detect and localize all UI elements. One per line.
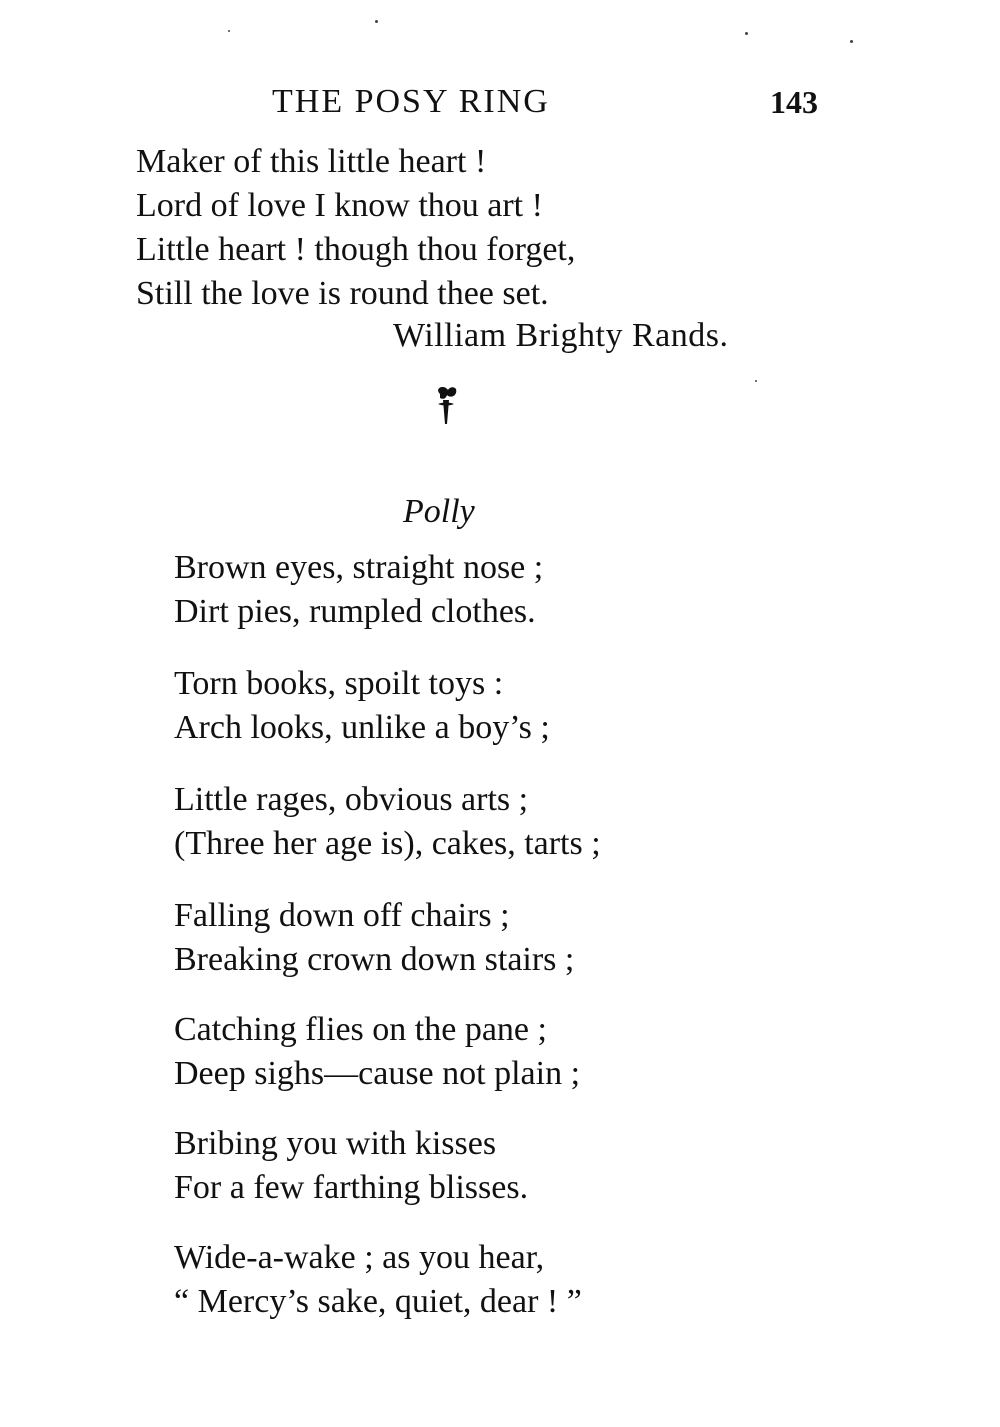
poem-line: Torn books, spoilt toys : xyxy=(174,665,504,702)
poem-line: “ Mercy’s sake, quiet, dear ! ” xyxy=(174,1283,582,1320)
page-number: 143 xyxy=(770,84,818,120)
scan-speck xyxy=(228,30,230,32)
running-header-title: THE POSY RING xyxy=(272,83,550,120)
poem-title: Polly xyxy=(403,493,475,530)
poem-line: Wide-a-wake ; as you hear, xyxy=(174,1239,545,1276)
poem-line: For a few farthing blisses. xyxy=(174,1169,529,1206)
scan-speck xyxy=(375,20,378,23)
poem-line: Deep sighs—cause not plain ; xyxy=(174,1055,581,1092)
previous-poem-line: Maker of this little heart ! xyxy=(136,143,487,180)
fleuron-icon xyxy=(426,384,466,432)
previous-poem-line: Lord of love I know thou art ! xyxy=(136,187,543,224)
poem-line: Dirt pies, rumpled clothes. xyxy=(174,593,536,630)
poem-line: Catching flies on the pane ; xyxy=(174,1011,547,1048)
scan-speck xyxy=(745,32,748,35)
previous-poem-line: Still the love is round thee set. xyxy=(136,275,549,312)
poem-line: Bribing you with kisses xyxy=(174,1125,497,1162)
scan-speck xyxy=(850,40,853,43)
poem-line: Breaking crown down stairs ; xyxy=(174,941,575,978)
author-attribution: William Brighty Rands. xyxy=(393,317,729,354)
poem-line: Little rages, obvious arts ; xyxy=(174,781,529,818)
poem-line: Brown eyes, straight nose ; xyxy=(174,549,544,586)
poem-line: Falling down off chairs ; xyxy=(174,897,510,934)
scan-speck xyxy=(755,380,757,382)
poem-line: (Three her age is), cakes, tarts ; xyxy=(174,825,601,862)
poem-line: Arch looks, unlike a boy’s ; xyxy=(174,709,550,746)
previous-poem-line: Little heart ! though thou forget, xyxy=(136,231,576,268)
